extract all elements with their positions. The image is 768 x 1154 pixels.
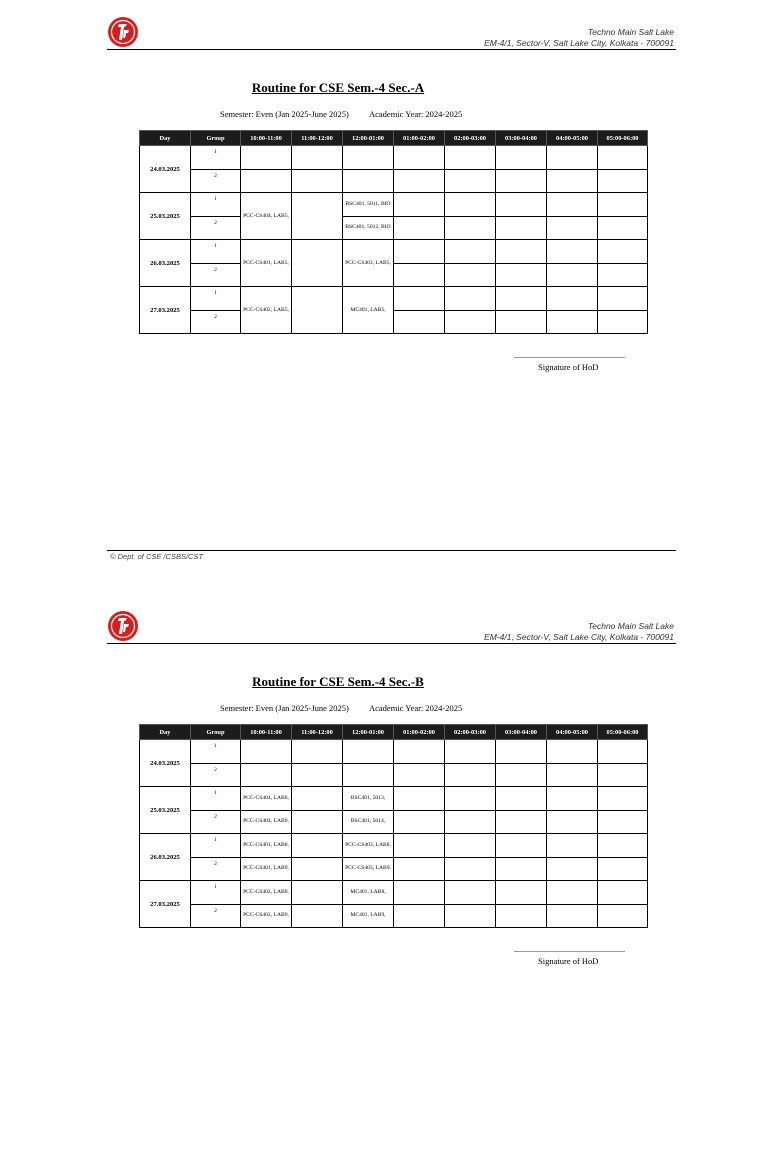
institute-logo-icon: [107, 16, 139, 48]
column-header: 10:00-11:00: [241, 131, 292, 146]
class-cell: PCC-CS404, LAB5,: [241, 193, 292, 240]
header-divider: [107, 643, 676, 644]
class-cell: PCC-CS402, LAB8,: [241, 881, 292, 905]
class-cell: MC401, LAB5,: [343, 287, 394, 334]
group-cell: 1: [191, 834, 241, 858]
column-header: 04:00-05:00: [547, 725, 598, 740]
table-row: [140, 216, 648, 240]
day-cell: 24.03.2025: [140, 740, 191, 787]
day-cell: 25.03.2025: [140, 787, 191, 834]
table-row: [140, 904, 648, 928]
class-cell: PCC-CS403, LAB8,: [343, 834, 394, 858]
class-cell: BSC401, 5014,: [343, 810, 394, 834]
group-cell: 2: [191, 763, 241, 787]
class-cell: PCC-CS403, LAB9,: [343, 857, 394, 881]
day-cell: 25.03.2025: [140, 193, 191, 240]
day-cell: 26.03.2025: [140, 240, 191, 287]
column-header: Group: [191, 725, 241, 740]
group-cell: 2: [191, 216, 241, 240]
table-row: [140, 287, 648, 311]
table-row: [140, 810, 648, 834]
column-header: 05:00-06:00: [598, 131, 648, 146]
institute-name: Techno Main Salt Lake: [587, 621, 674, 631]
column-header: 11:00-12:00: [292, 131, 343, 146]
group-cell: 1: [191, 287, 241, 311]
table-row: [140, 787, 648, 811]
table-row: [140, 169, 648, 193]
group-cell: 1: [191, 740, 241, 764]
page-title: Routine for CSE Sem.-4 Sec.-B: [252, 674, 424, 689]
group-cell: 2: [191, 904, 241, 928]
column-header: 01:00-02:00: [394, 131, 445, 146]
footer-text: © Dept. of CSE /CSBS/CST: [110, 552, 204, 561]
semester-text: Semester: Even (Jan 2025-June 2025): [220, 109, 349, 119]
group-cell: 2: [191, 810, 241, 834]
table-row: [140, 240, 648, 264]
day-cell: 26.03.2025: [140, 834, 191, 881]
group-cell: 1: [191, 146, 241, 170]
column-header: 01:00-02:00: [394, 725, 445, 740]
column-header: 02:00-03:00: [445, 725, 496, 740]
class-cell: PCC-CS404, LAB9,: [241, 810, 292, 834]
class-cell: MC401, LAB9,: [343, 904, 394, 928]
column-header: Group: [191, 131, 241, 146]
group-cell: 1: [191, 240, 241, 264]
class-cell: PCC-CS401, LAB9,: [241, 857, 292, 881]
column-header: 04:00-05:00: [547, 131, 598, 146]
institute-logo-icon: [107, 610, 139, 642]
group-cell: 1: [191, 787, 241, 811]
column-header: 05:00-06:00: [598, 725, 648, 740]
column-header: 02:00-03:00: [445, 131, 496, 146]
institute-name: Techno Main Salt Lake: [587, 27, 674, 37]
table-row: [140, 763, 648, 787]
column-header: Day: [140, 131, 191, 146]
signature-line: [514, 951, 625, 952]
table-row: [140, 740, 648, 764]
class-cell: PCC-CS401, LAB5,: [241, 240, 292, 287]
column-header: 12:00-01:00: [343, 131, 394, 146]
institute-address: EM-4/1, Sector-V, Salt Lake City, Kolkata - 700091: [484, 38, 674, 48]
column-header: 11:00-12:00: [292, 725, 343, 740]
class-cell: PCC-CS403, LAB5,: [343, 240, 394, 287]
column-header: 03:00-04:00: [496, 131, 547, 146]
table-row: [140, 834, 648, 858]
table-header-row: [140, 725, 648, 740]
table-header-row: [140, 131, 648, 146]
table-row: [140, 857, 648, 881]
routine-page-sec-a: [0, 0, 768, 560]
group-cell: 1: [191, 193, 241, 217]
table-row: [140, 310, 648, 334]
class-cell: BSC401, 5011, BIO: [343, 193, 394, 217]
signature-label: Signature of HoD: [538, 956, 599, 966]
class-cell: MC401, LAB8,: [343, 881, 394, 905]
column-header: Day: [140, 725, 191, 740]
group-cell: 2: [191, 310, 241, 334]
class-cell: BSC401, 5013,: [343, 787, 394, 811]
class-cell: PCC-CS402, LAB5,: [241, 287, 292, 334]
day-cell: 27.03.2025: [140, 881, 191, 928]
group-cell: 2: [191, 169, 241, 193]
class-cell: PCC-CS404, LAB8,: [241, 787, 292, 811]
routine-table: [139, 130, 648, 334]
semester-text: Semester: Even (Jan 2025-June 2025): [220, 703, 349, 713]
table-row: [140, 146, 648, 170]
column-header: 03:00-04:00: [496, 725, 547, 740]
class-cell: PCC-CS401, LAB8,: [241, 834, 292, 858]
signature-label: Signature of HoD: [538, 362, 599, 372]
group-cell: 2: [191, 857, 241, 881]
group-cell: 2: [191, 263, 241, 287]
academic-year-text: Academic Year: 2024-2025: [369, 703, 463, 713]
column-header: 10:00-11:00: [241, 725, 292, 740]
column-header: 12:00-01:00: [343, 725, 394, 740]
table-row: [140, 263, 648, 287]
class-cell: BSC401, 5012, BIO: [343, 216, 394, 240]
table-row: [140, 193, 648, 217]
institute-address: EM-4/1, Sector-V, Salt Lake City, Kolkata - 700091: [484, 632, 674, 642]
page-title: Routine for CSE Sem.-4 Sec.-A: [251, 80, 425, 95]
table-row: [140, 881, 648, 905]
class-cell: PCC-CS402, LAB9,: [241, 904, 292, 928]
routine-table: [139, 724, 648, 928]
header-divider: [107, 49, 676, 50]
day-cell: 24.03.2025: [140, 146, 191, 193]
footer-divider: [107, 550, 676, 551]
group-cell: 1: [191, 881, 241, 905]
routine-page-sec-b: [0, 594, 768, 1154]
academic-year-text: Academic Year: 2024-2025: [369, 109, 463, 119]
signature-line: [514, 357, 625, 358]
day-cell: 27.03.2025: [140, 287, 191, 334]
